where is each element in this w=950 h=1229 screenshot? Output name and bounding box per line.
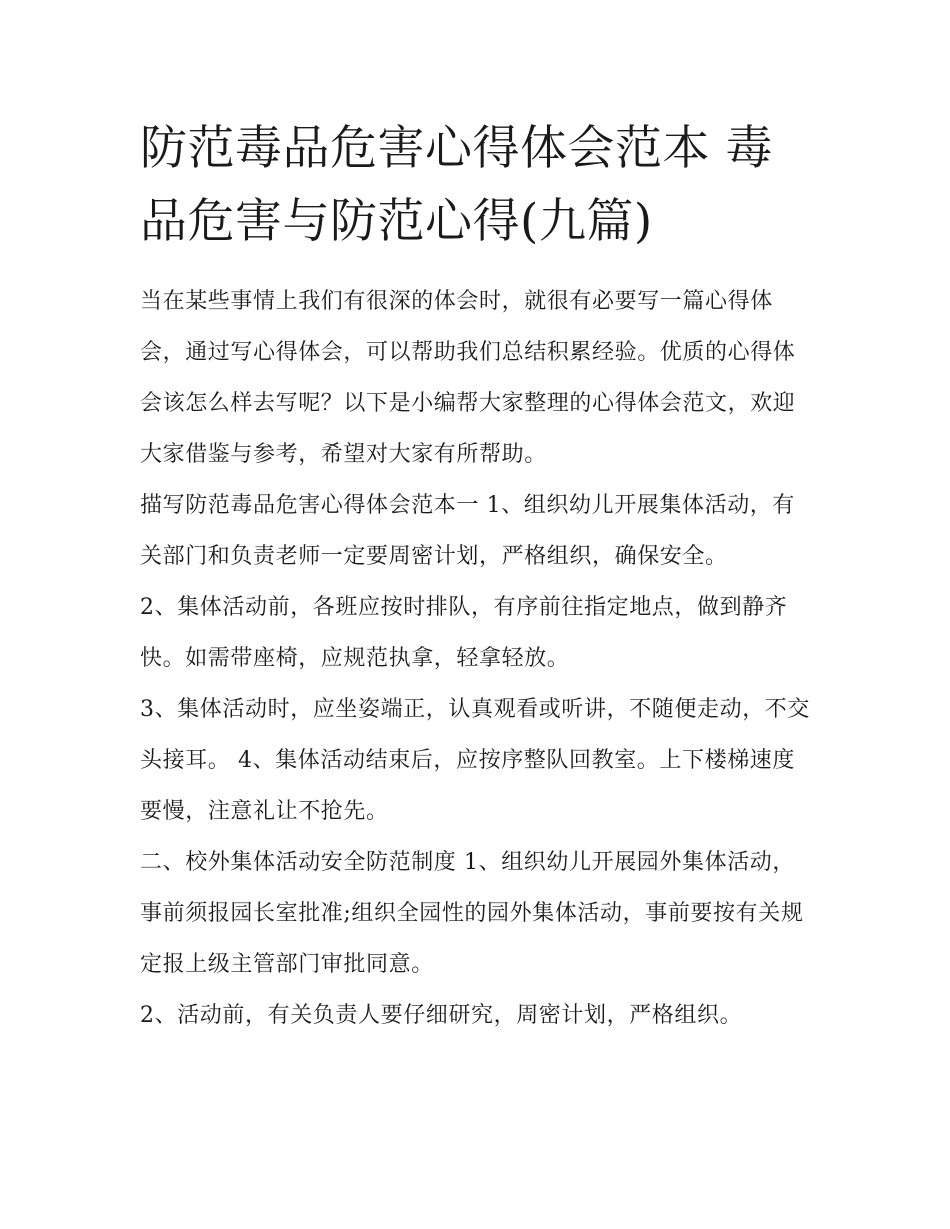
paragraph-section-two: 二、校外集体活动安全防范制度 1、组织幼儿开展园外集体活动，事前须报园长室批准;组织全园性的园外集体活动，事前要按有关规定报上级主管部门审批同意。 — [140, 850, 804, 977]
document-page — [140, 112, 815, 1041]
paragraph-item-2: 2、集体活动前，各班应按时排队，有序前往指定地点，做到静齐快。如需带座椅，应规范执拿，轻拿轻放。 — [140, 595, 788, 671]
paragraph-item-3-4: 3、集体活动时，应坐姿端正，认真观看或听讲，不随便走动，不交头接耳。 4、集体活动结束后，应按序整队回教室。上下楼梯速度要慢，注意礼让不抢先。 — [140, 697, 810, 824]
document-title: 防范毒品危害心得体会范本 毒品危害与防范心得(九篇) — [140, 121, 773, 249]
paragraph-activity-planning: 2、活动前，有关负责人要仔细研究，周密计划，严格组织。 — [140, 1003, 743, 1028]
paragraph-section-one: 描写防范毒品危害心得体会范本一 1、组织幼儿开展集体活动，有关部门和负责老师一定要周密计划，严格组织，确保安全。 — [140, 493, 795, 569]
paragraph-intro: 当在某些事情上我们有很深的体会时，就很有必要写一篇心得体会，通过写心得体会，可以帮助我们总结积累经验。优质的心得体会该怎么样去写呢？以下是小编帮大家整理的心得体会范文，欢迎大家借鉴与参考，希望对大家有所帮助。 — [140, 289, 796, 467]
